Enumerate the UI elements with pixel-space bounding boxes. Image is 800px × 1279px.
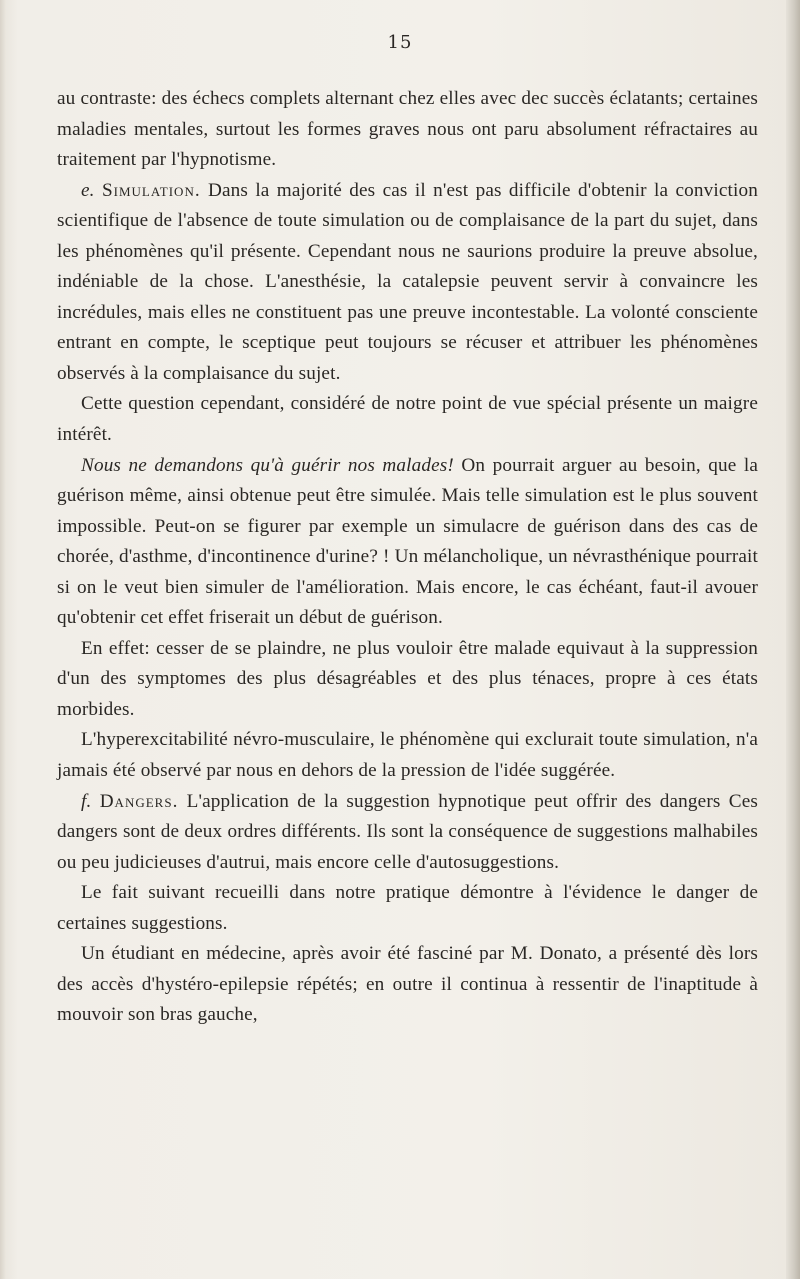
section-heading: Dangers. [99, 790, 179, 812]
paragraph-6 [57, 725, 758, 786]
body-text [57, 84, 758, 1031]
paragraph-3 [57, 389, 758, 450]
page-number: 15 [387, 32, 413, 53]
paragraph-text: L'hyperexcitabilité névro-musculaire, le phénomène qui exclurait toute simulation, n'a jamais été observé par nous en dehors de la pression de l'idée suggérée. [57, 729, 758, 782]
paragraph-4 [57, 451, 758, 634]
paragraph-5 [57, 634, 758, 726]
page-left-edge [0, 0, 6, 1279]
section-letter: e. [81, 179, 95, 201]
paragraph-1 [57, 84, 758, 176]
paragraph-text: Le fait suivant recueilli dans notre pratique démontre à l'évidence le danger de certaines suggestions. [57, 882, 758, 934]
paragraph-text: Dans la majorité des cas il n'est pas difficile d'obtenir la conviction scientifique de l'absence de toute simulation ou de complaisance de la part du sujet, dans les phénomènes qu'il présente. Cependant nous ne saurions produire la preuve absolue, indéniable de la chose. L'anesthésie, la catalepsie peuvent servir à convaincre les incrédules, mais elles ne constituent pas une preuve incontestable. La volonté consciente entrant en compte, le sceptique peut toujours se récuser et attribuer les phénomènes observés à la complaisance du sujet. [57, 179, 759, 384]
paragraph-text: On pourrait arguer au besoin, que la guérison même, ainsi obtenue peut être simulée. Mais telle simulation est le plus souvent impossible. Peut-on se figurer par exemple un simulacre de guérison dans des cas de chorée, d'asthme, d'incontinence d'urine? ! Un mélancholique, un névrasthénique pourrait si on le veut bien simuler de l'amélioration. Mais encore, le cas échéant, faut-il avouer qu'obtenir cet effet friserait un début de guérison. [57, 454, 758, 629]
section-heading: Simulation. [101, 179, 201, 201]
page-right-edge [786, 0, 800, 1279]
paragraph-text: En effet: cesser de se plaindre, ne plus vouloir être malade equivaut à la suppression d'un des symptomes des plus désagréables et des plus ténaces, propre à ces états morbides. [57, 637, 758, 720]
section-letter: f. [81, 790, 92, 812]
paragraph-text: au contraste: des échecs complets alternant chez elles avec dec succès éclatants; certaines maladies mentales, surtout les formes graves nous ont paru absolument réfractaires au traitement par l'hypnotisme. [57, 88, 758, 171]
paragraph-text: Cette question cependant, considéré de notre point de vue spécial présente un maigre intérêt. [57, 393, 758, 446]
paragraph-text: L'application de la suggestion hypnotique peut offrir des dangers Ces dangers sont de deux ordres différents. Ils sont la conséquence de suggestions malhabiles ou peu judicieuses d'autrui, mais encore celle d'autosuggestions. [57, 790, 758, 873]
italic-statement: Nous ne demandons qu'à guérir nos malades! [81, 454, 454, 476]
paragraph-9 [57, 939, 758, 1031]
paragraph-text: Un étudiant en médecine, après avoir été fasciné par M. Donato, a présenté dès lors des accès d'hystéro-epilepsie répétés; en outre il continua à ressentir de l'inaptitude à mouvoir son bras gauche, [57, 943, 758, 1026]
section-dangers [57, 787, 758, 879]
paragraph-8 [57, 878, 758, 939]
section-simulation [57, 176, 758, 390]
